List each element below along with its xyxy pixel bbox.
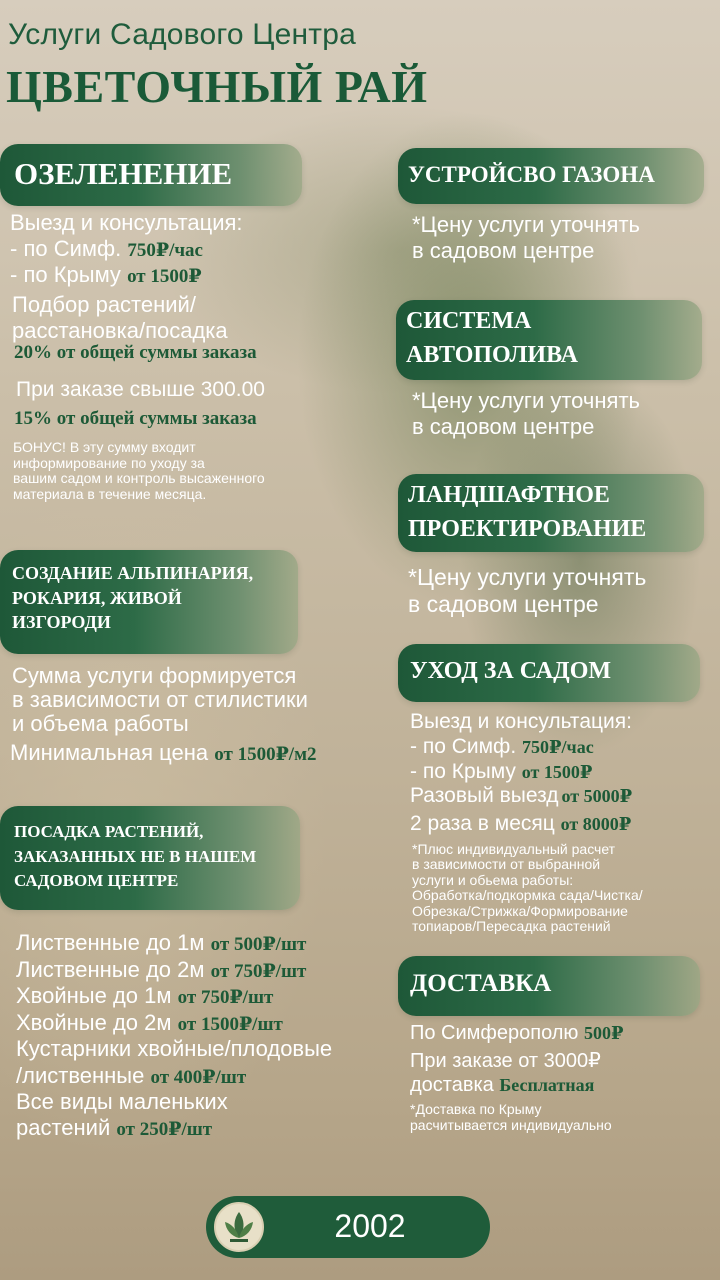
alpinarium-desc-3: и объема работы — [12, 711, 189, 737]
delivery-free-price: Бесплатная — [499, 1075, 595, 1095]
alpinarium-min: Минимальная цена от 1500₽/м2 — [10, 740, 317, 765]
alpinarium-heading-1: СОЗДАНИЕ АЛЬПИНАРИЯ, — [12, 563, 254, 583]
lawn-note — [412, 212, 640, 264]
care-note-4: Обработка/подкормка сада/Чистка/ — [412, 887, 643, 904]
alpinarium-desc-1: Сумма услуги формируется — [12, 663, 297, 688]
greening-visit-crimea: - по Крыму от 1500₽ — [10, 262, 202, 288]
alpinarium-desc-2: в зависимости от стилистики — [12, 687, 308, 713]
bonus-line-3: вашим садом и контроль высаженного — [13, 470, 265, 487]
alpinarium-heading-2: РОКАРИЯ, ЖИВОЙ — [12, 587, 182, 608]
greening-selection-price: 20% от общей суммы заказа — [14, 342, 257, 363]
selection-line-2: расстановка/посадка — [12, 317, 228, 343]
section-heading-greening — [0, 144, 302, 206]
care-note-6: топиаров/Пересадка растений — [412, 917, 611, 934]
landscape-heading-1: ЛАНДШАФТНОЕ — [408, 482, 610, 508]
list-item: Все виды маленьких — [16, 1089, 228, 1115]
section-heading-irrigation — [396, 300, 702, 380]
list-item: Хвойные до 2м от 1500₽/шт — [16, 1009, 283, 1035]
care-visit-title: Выезд и консультация: — [410, 710, 632, 733]
planting-heading-3: САДОВОМ ЦЕНТРЕ — [14, 871, 179, 891]
care-visit — [410, 710, 632, 784]
planting-list — [16, 930, 332, 1142]
list-item: /лиственные от 400₽/шт — [16, 1062, 247, 1088]
delivery-simf: По Симферополю 500₽ — [410, 1022, 624, 1044]
greening-bonus — [13, 440, 265, 503]
delivery-note-2: расчитывается индивидуально — [410, 1116, 612, 1133]
care-twice: 2 раза в месяц от 8000₽ — [410, 812, 632, 835]
irrigation-heading-2: АВТОПОЛИВА — [406, 341, 578, 368]
greening-visit — [10, 210, 243, 289]
section-heading-lawn — [398, 148, 704, 204]
greening-visit-title: Выезд и консультация: — [10, 210, 243, 235]
selection-line-1: Подбор растений/ — [12, 292, 196, 317]
footer-year: 2002 — [334, 1208, 406, 1244]
delivery-order: При заказе от 3000₽ — [410, 1050, 601, 1072]
care-note-2: в зависимости от выбранной — [412, 856, 601, 873]
delivery-note-1: *Доставка по Крыму — [410, 1101, 542, 1117]
delivery-simf-price: 500₽ — [584, 1023, 624, 1043]
landscape-note-1: *Цену услуги уточнять — [408, 564, 647, 590]
list-item: Хвойные до 1м от 750₽/шт — [16, 983, 274, 1009]
planting-heading-2: ЗАКАЗАННЫХ НЕ В НАШЕМ — [14, 846, 257, 866]
irrigation-note-1: *Цену услуги уточнять — [412, 388, 640, 413]
greening-big-order: При заказе свыше 300.00 — [16, 378, 265, 401]
care-twice-price: от 8000₽ — [560, 814, 632, 834]
bonus-line-2: информирование по уходу за — [13, 454, 205, 471]
alpinarium-desc — [12, 664, 308, 737]
bonus-line-1: БОНУС! В эту сумму входит — [13, 439, 196, 455]
delivery-heading-text: ДОСТАВКА — [410, 970, 552, 997]
list-item: Лиственные до 1м от 500₽/шт — [16, 930, 307, 955]
landscape-heading-2: ПРОЕКТИРОВАНИЕ — [408, 515, 647, 542]
planting-heading-1: ПОСАДКА РАСТЕНИЙ, — [14, 822, 204, 841]
list-item: Лиственные до 2м от 750₽/шт — [16, 956, 307, 982]
lawn-note-1: *Цену услуги уточнять — [412, 212, 640, 237]
care-heading-text: УХОД ЗА САДОМ — [410, 658, 612, 684]
page-title: ЦВЕТОЧНЫЙ РАЙ — [6, 61, 428, 112]
delivery-free: доставка Бесплатная — [410, 1074, 595, 1096]
care-note-5: Обрезка/Стрижка/Формирование — [412, 902, 628, 919]
section-heading-planting — [0, 806, 300, 910]
delivery-note — [410, 1102, 612, 1133]
lawn-heading-text: УСТРОЙСВО ГАЗОНА — [408, 162, 655, 187]
irrigation-note-2: в садовом центре — [412, 413, 595, 439]
alpinarium-min-price: от 1500₽/м2 — [214, 744, 317, 765]
landscape-note — [408, 564, 646, 618]
irrigation-note — [412, 388, 640, 440]
list-item: растений от 250₽/шт — [16, 1115, 213, 1141]
care-single-price: от 5000₽ — [561, 786, 633, 806]
greening-visit-crimea-price: от 1500₽ — [127, 266, 202, 288]
care-note-3: услуги и обьема работы: — [412, 871, 574, 888]
section-heading-delivery — [398, 956, 700, 1016]
care-visit-crimea: - по Крыму от 1500₽ — [410, 759, 593, 783]
greening-selection — [12, 292, 228, 344]
care-visit-simf: - по Симф. 750₽/час — [410, 734, 594, 758]
list-item: Кустарники хвойные/плодовые — [16, 1036, 333, 1062]
care-single: Разовый выезд от 5000₽ — [410, 784, 633, 807]
greening-visit-simf-price: 750₽/час — [127, 239, 203, 261]
landscape-note-2: в садовом центре — [408, 591, 599, 618]
greening-big-order-price: 15% от общей суммы заказа — [14, 408, 257, 429]
care-note — [412, 842, 643, 934]
care-note-1: *Плюс индивидуальный расчет — [412, 841, 616, 857]
greening-heading-text: ОЗЕЛЕНЕНИЕ — [14, 156, 233, 191]
irrigation-heading-1: СИСТЕМА — [406, 308, 532, 334]
greening-visit-simf: - по Симф. 750₽/час — [10, 235, 203, 261]
lawn-note-2: в садовом центре — [412, 237, 595, 263]
bonus-line-4: материала в течение месяца. — [13, 486, 207, 503]
section-heading-alpinarium — [0, 550, 298, 654]
leaf-logo-icon — [214, 1202, 264, 1252]
section-heading-landscape — [398, 474, 704, 552]
alpinarium-heading-3: ИЗГОРОДИ — [12, 612, 111, 633]
section-heading-care — [398, 644, 700, 702]
header-subtitle: Услуги Садового Центра — [8, 18, 357, 51]
